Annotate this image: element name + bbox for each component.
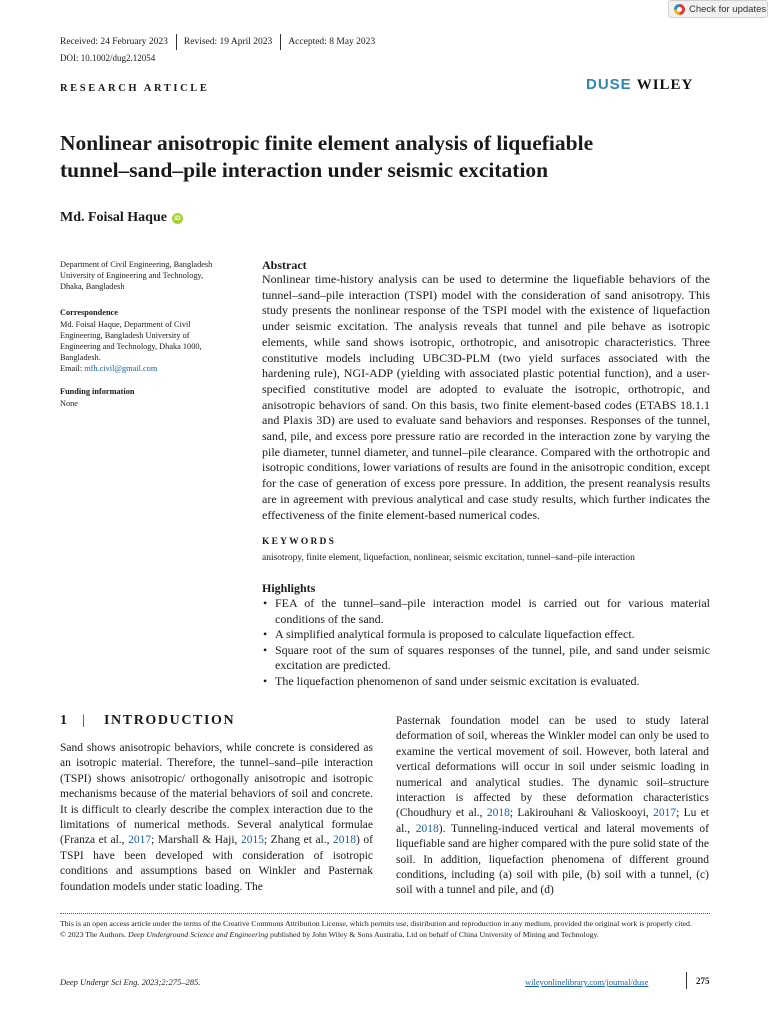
copyright-suffix: published by John Wiley & Sons Australia, Ltd on behalf of China University of Mining and Technology. bbox=[268, 929, 599, 939]
correspondence-line: Bangladesh. bbox=[60, 353, 101, 362]
article-type: RESEARCH ARTICLE bbox=[60, 83, 210, 94]
funding-value: None bbox=[60, 399, 78, 408]
doi[interactable]: DOI: 10.1002/dug2.12054 bbox=[60, 53, 156, 63]
highlight-item: • Square root of the sum of squares responses of the tunnel, pile, and sand under seismic excitation are predicted. bbox=[262, 643, 710, 674]
highlights-list bbox=[262, 596, 710, 689]
keywords-heading: KEYWORDS bbox=[262, 537, 337, 547]
email-label: Email: bbox=[60, 364, 83, 373]
affiliation-line: Dhaka, Bangladesh bbox=[60, 282, 125, 291]
correspondence-line: Engineering and Technology, Dhaka 1000, bbox=[60, 342, 202, 351]
license-notice bbox=[60, 919, 710, 940]
affiliation-line: University of Engineering and Technology, bbox=[60, 271, 204, 280]
body-text: ). Tunneling-induced vertical and lateral movements of liquefiable sand are higher compared with the pure solid state of the soil. In addition, liquefaction phenomena of different ground conditions, including (a) soil with pile, (b) soil with a tunnel, (c) soil with a tunnel and pile, and (d) bbox=[396, 822, 709, 897]
correspondence-line: Engineering, Bangladesh University of bbox=[60, 331, 190, 340]
abstract-text: Nonlinear time-history analysis can be used to determine the liquefiable behaviors of the tunnel–sand–pile interaction (TSPI) model with the consideration of sand anisotropy. This study presents the nonlinear response of the TSPI model with the existence of liquefaction under seismic excitation. The analysis reveals that tunnel and pile behave as isotropic elements, while sand shows isotropic, orthotropic, and anisotropic characteristics. Three constitutive models including UBC3D-PLM (two yield surfaces associated with the hardening rule), NGI-ADP (yielding with associated plastic potential function), and a user-specified constitutive model are adopted to evaluate the isotropic, orthotropic, and anisotropic behaviors of sand. On this basis, two finite element-based codes (ETABS 18.1.1 and Plaxis 3D) are used to evaluate sand behaviors and responses. Responses of the tunnel, sand, pile, and excess pore pressure ratio are recorded in the interaction zone by varying the pile diameter, tunnel diameter, and tunnel–pile clearance. Compared with the orthotropic and isotropic conditions, lower variations of results are found in the anisotropic condition, except for the case of generation of excess pore pressure. In addition, the present reanalysis results are in agreement with previous analytical and case study results, which further indicates the effectiveness of the finite element-based numerical codes. bbox=[262, 272, 710, 522]
date-divider bbox=[280, 34, 281, 50]
highlight-item: • The liquefaction phenomenon of sand under seismic excitation is evaluated. bbox=[262, 674, 710, 690]
author-line bbox=[60, 210, 183, 226]
body-text: ; Zhang et al., bbox=[263, 834, 334, 847]
affiliation bbox=[60, 259, 245, 292]
funding-information bbox=[60, 386, 245, 409]
article-dates bbox=[60, 34, 375, 50]
section-title: INTRODUCTION bbox=[104, 713, 236, 728]
citation-link[interactable]: 2018 bbox=[415, 822, 439, 835]
keywords-text: anisotropy, finite element, liquefaction, nonlinear, seismic excitation, tunnel–sand–pile interaction bbox=[262, 553, 635, 563]
abstract bbox=[262, 258, 710, 523]
citation-link[interactable]: 2017 bbox=[128, 834, 152, 847]
crossmark-icon bbox=[674, 4, 685, 15]
author-name: Md. Foisal Haque bbox=[60, 210, 167, 225]
check-for-updates-badge[interactable] bbox=[668, 0, 768, 18]
body-text: ; Marshall & Haji, bbox=[151, 834, 241, 847]
correspondence bbox=[60, 307, 245, 374]
section-number: 1 bbox=[60, 713, 69, 728]
date-divider bbox=[176, 34, 177, 50]
title-line-1: Nonlinear anisotropic finite element analysis of liquefiable bbox=[60, 131, 594, 155]
correspondence-heading: Correspondence bbox=[60, 308, 118, 317]
citation-link[interactable]: 2018 bbox=[333, 834, 357, 847]
affiliation-line: Department of Civil Engineering, Bangladesh bbox=[60, 260, 213, 269]
body-text: Pasternak foundation model can be used to study lateral deformation of soil, whereas the Winkler model can only be used to examine the vertical movement of soil. However, both lateral and vertical deformations will occur in soil under seismic loading in numerical and analytical studies. The dynamic soil–structure interaction is affected by these deformation characteristics (Choudhury et al., bbox=[396, 715, 709, 820]
body-text: ; Lu et al., bbox=[396, 807, 709, 835]
footer-journal-url[interactable]: wileyonlinelibrary.com/journal/duse bbox=[525, 977, 649, 987]
journal-logo-text: DUSE bbox=[586, 76, 632, 93]
highlight-item: • FEA of the tunnel–sand–pile interaction model is carried out for various material conditions of the sand. bbox=[262, 596, 710, 627]
paper-title bbox=[60, 130, 710, 184]
abstract-heading: Abstract bbox=[262, 258, 307, 272]
wiley-logo-text: WILEY bbox=[636, 77, 694, 93]
received-date: Received: 24 February 2023 bbox=[60, 37, 168, 47]
correspondence-line: Md. Foisal Haque, Department of Civil bbox=[60, 320, 191, 329]
accepted-date: Accepted: 8 May 2023 bbox=[288, 37, 376, 47]
body-text: ; Lakirouhani & Valioskooyi, bbox=[509, 807, 654, 820]
body-text: ) of TSPI have been developed with consideration of isotropic conditions and assumptions based on Winkler and Pasternak foundation models under static loading. The bbox=[60, 834, 373, 893]
check-for-updates-label: Check for updates bbox=[689, 3, 767, 15]
highlight-item: • A simplified analytical formula is proposed to calculate liquefaction effect. bbox=[262, 627, 710, 643]
journal-name: Deep Underground Science and Engineering bbox=[127, 929, 269, 939]
body-column-right bbox=[396, 714, 709, 899]
orcid-icon[interactable]: iD bbox=[172, 213, 183, 224]
body-text: Sand shows anisotropic behaviors, while concrete is considered as an isotropic material. Therefore, the tunnel–sand–pile interaction (TSPI) shows anisotropic/ orthogonally anisotropic and isotropic mechanisms because of the material behaviors of soil and concrete. It is difficult to clearly describe the complex interaction due to the limitations of numerical methods. Several analytical formulae (Franza et al., bbox=[60, 742, 373, 847]
highlights-heading: Highlights bbox=[262, 581, 316, 595]
title-line-2: tunnel–sand–pile interaction under seismic excitation bbox=[60, 158, 549, 182]
citation-link[interactable]: 2015 bbox=[240, 834, 264, 847]
copyright-prefix: © 2023 The Authors. bbox=[60, 929, 128, 939]
footer-citation: Deep Undergr Sci Eng. 2023;2:275–285. bbox=[60, 977, 201, 987]
email-link[interactable]: mfh.civil@gmail.com bbox=[84, 364, 158, 373]
citation-link[interactable]: 2018 bbox=[486, 807, 510, 820]
page-number: 275 bbox=[696, 976, 710, 986]
body-column-left bbox=[60, 741, 373, 895]
license-text: This is an open access article under the terms of the Creative Commons Attribution License, which permits use, distribution and reproduction in any medium, provided the original work is properly cited. bbox=[60, 919, 692, 928]
revised-date: Revised: 19 April 2023 bbox=[183, 37, 273, 47]
publisher-logo bbox=[586, 76, 693, 94]
license-divider bbox=[60, 913, 710, 914]
footer-divider bbox=[686, 972, 687, 989]
section-heading bbox=[60, 713, 235, 729]
funding-heading: Funding information bbox=[60, 387, 135, 396]
copyright-line bbox=[60, 930, 710, 941]
citation-link[interactable]: 2017 bbox=[653, 807, 677, 820]
email-line bbox=[60, 363, 245, 374]
section-divider: | bbox=[82, 713, 87, 728]
